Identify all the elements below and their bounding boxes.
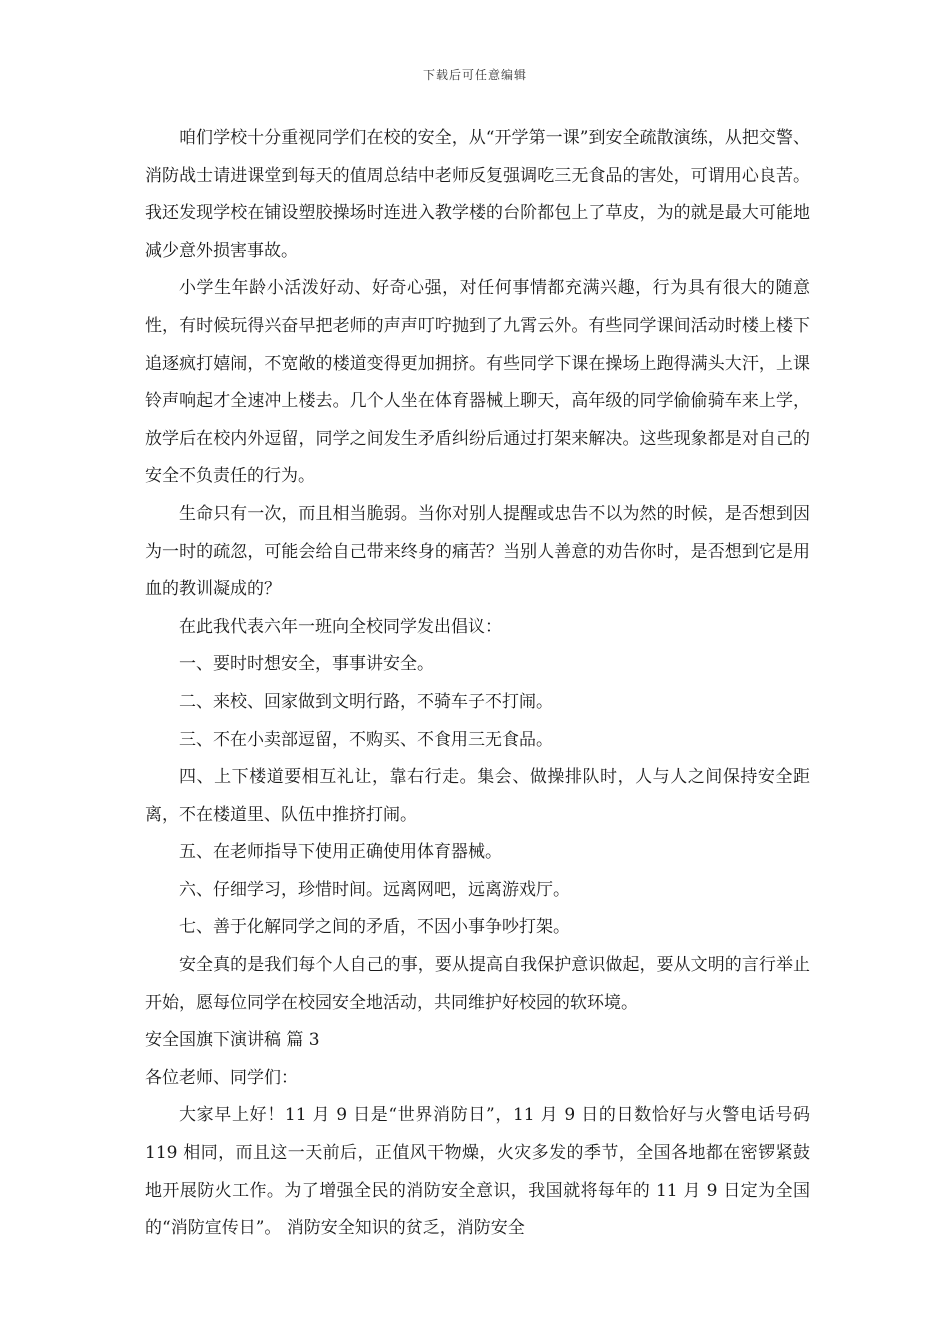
paragraph: 在此我代表六年一班向全校同学发出倡议： [179,616,502,637]
page-header: 下载后可任意编辑 [422,68,527,82]
list-item: 七、善于化解同学之间的矛盾，不因小事争吵打架。 [179,917,570,938]
document-body [145,120,810,1248]
list-item: 三、不在小卖部逗留，不购买、不食用三无食品。 [179,729,553,750]
list-item: 六、仔细学习，珍惜时间。远离网吧，远离游戏厅。 [179,879,570,900]
list-item: 四、上下楼道要相互礼让，靠右行走。集会、做操排队时，人与人之间保持安全距离，不在楼道里、队伍中推挤打闹。 [145,767,810,825]
paragraph: 咱们学校十分重视同学们在校的安全，从“开学第一课”到安全疏散演练，从把交警、消防战士请进课堂到每天的值周总结中老师反复强调吃三无食品的害处，可谓用心良苦。我还发现学校在铺设塑胶操场时连进入教学楼的台阶都包上了草皮，为的就是最大可能地减少意外损害事故。 [145,128,810,261]
paragraph: 大家早上好！11 月 9 日是“世界消防日”，11 月 9 日的日数恰好与火警电话号码 119 相同，而且这一天前后，正值风干物燥，火灾多发的季节，全国各地都在密锣紧鼓地开展防火工作。为了增强全民的消防安全意识，我国就将每年的 11 月 9 日定为全国的“消防宣传日”。 消防安全知识的贫乏，消防安全 [145,1105,810,1239]
list-item: 五、在老师指导下使用正确使用体育器械。 [179,842,502,863]
list-item: 二、来校、回家做到文明行路，不骑车子不打闹。 [179,691,553,712]
list-item: 一、要时时想安全，事事讲安全。 [179,654,434,675]
paragraph: 小学生年龄小活泼好动、好奇心强，对任何事情都充满兴趣，行为具有很大的随意性，有时候玩得兴奋早把老师的声声叮咛抛到了九霄云外。有些同学课间活动时楼上楼下追逐疯打嬉闹，不宽敞的楼道变得更加拥挤。有些同学下课在操场上跑得满头大汗，上课铃声响起才全速冲上楼去。几个人坐在体育器械上聊天，高年级的同学偷偷骑车来上学，放学后在校内外逗留，同学之间发生矛盾纠纷后通过打架来解决。这些现象都是对自己的安全不负责任的行为。 [145,278,810,487]
paragraph: 生命只有一次，而且相当脆弱。当你对别人提醒或忠告不以为然的时候，是否想到因为一时的疏忽，可能会给自己带来终身的痛苦？当别人善意的劝告你时，是否想到它是用血的教训凝成的？ [145,503,810,600]
paragraph: 安全真的是我们每个人自己的事，要从提高自我保护意识做起，要从文明的言行举止开始，愿每位同学在校园安全地活动，共同维护好校园的软环境。 [145,955,810,1013]
section-title: 安全国旗下演讲稿 篇 3 [145,1030,320,1051]
salutation: 各位老师、同学们： [145,1067,298,1088]
